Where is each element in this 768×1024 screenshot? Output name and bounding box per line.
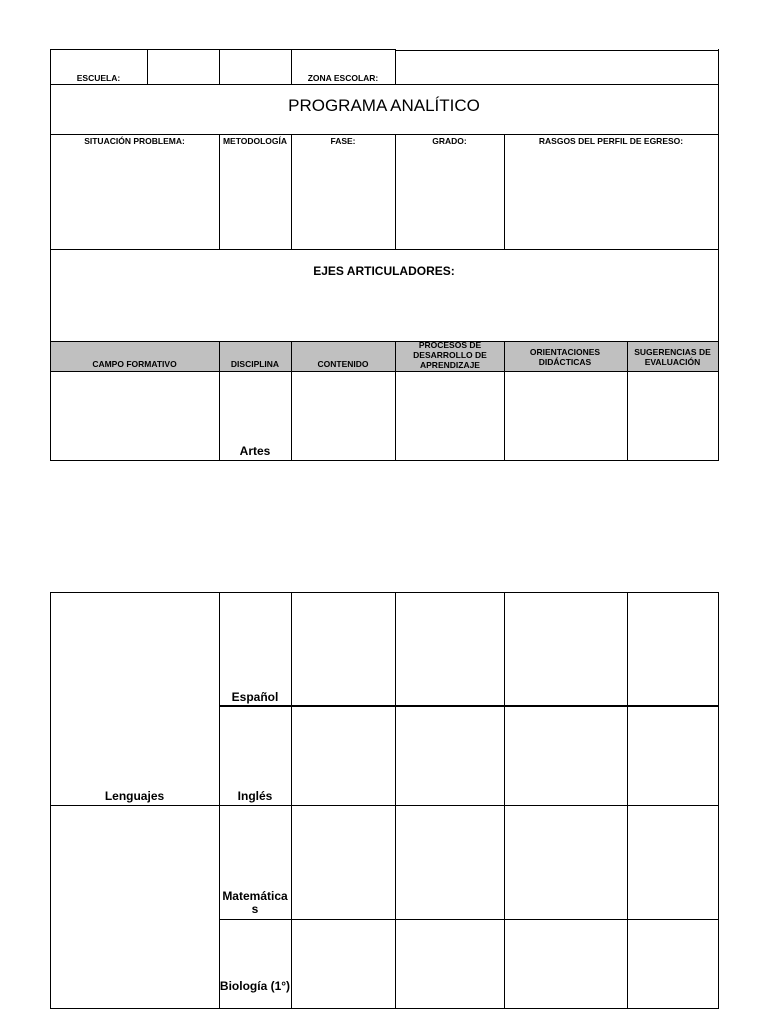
campo-lenguajes: Lenguajes bbox=[104, 790, 165, 803]
escuela-label: ESCUELA: bbox=[76, 73, 121, 83]
col-contenido: CONTENIDO bbox=[317, 359, 369, 369]
disciplina-artes: Artes bbox=[239, 445, 271, 458]
metodologia-label: METODOLOGÍA bbox=[222, 136, 288, 146]
disciplina-espanol: Español bbox=[231, 691, 279, 704]
rasgos-perfil-label: RASGOS DEL PERFIL DE EGRESO: bbox=[538, 136, 684, 146]
col-procesos: PROCESOS DE DESARROLLO DE APRENDIZAJE bbox=[413, 340, 487, 370]
disciplina-matematicas: Matemáticas bbox=[222, 890, 288, 916]
zona-escolar-label: ZONA ESCOLAR: bbox=[307, 73, 379, 83]
disciplina-ingles: Inglés bbox=[237, 790, 273, 803]
col-disciplina: DISCIPLINA bbox=[230, 359, 280, 369]
col-campo-formativo: CAMPO FORMATIVO bbox=[92, 359, 177, 369]
disciplina-biologia: Biología (1°) bbox=[219, 980, 291, 993]
situacion-problema-label: SITUACIÓN PROBLEMA: bbox=[84, 136, 185, 146]
col-sugerencias: SUGERENCIAS DE EVALUACIÓN bbox=[634, 347, 711, 367]
page-title: PROGRAMA ANALÍTICO bbox=[288, 96, 480, 115]
fase-label: FASE: bbox=[330, 136, 356, 146]
ejes-articuladores-label: EJES ARTICULADORES: bbox=[313, 265, 455, 278]
col-orientaciones: ORIENTACIONES DIDÁCTICAS bbox=[529, 347, 601, 367]
grado-label: GRADO: bbox=[432, 136, 467, 146]
